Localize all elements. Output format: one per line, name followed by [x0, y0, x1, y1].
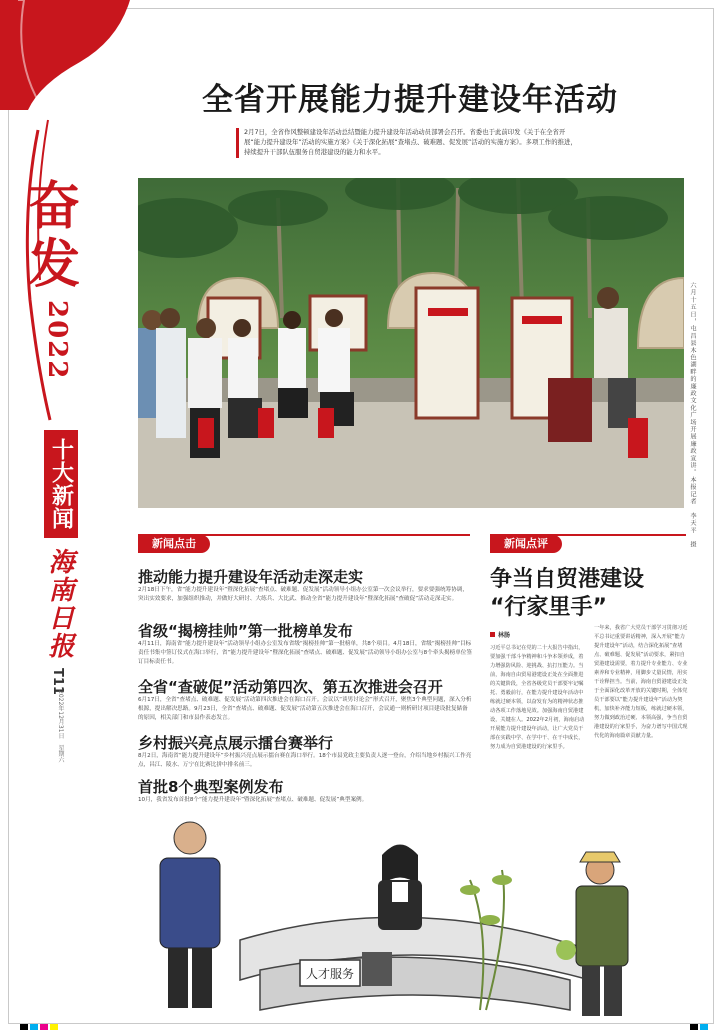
color-mark-cyan-2	[700, 1024, 708, 1030]
color-mark-cyan	[30, 1024, 38, 1030]
author-marker-icon	[490, 632, 495, 637]
page-number: T11	[50, 668, 65, 695]
color-mark-yellow	[50, 1024, 58, 1030]
service-counter-illustration	[130, 810, 690, 1020]
news-photo	[138, 178, 684, 508]
news-body-2: 4月11日，海南省“能力提升建设年”活动领导小组办公室发布省级“揭榜挂帅”第一批榜单，共8个项目。4月18日，省级“揭榜挂帅”目标责任书集中签订仪式在海口举行，省“能力提升建设年”暨深化拓展“查堵点、破难题、促发展”活动领导小组办公室与8个牵头揭榜单位签订目标责任书。	[138, 641, 472, 665]
news-title-4: 乡村振兴亮点展示擂台赛举行	[138, 734, 334, 752]
color-mark-black-2	[690, 1024, 698, 1030]
fenfa-title: 奋发	[28, 176, 81, 295]
commentary-column-2: 一年来，我省广大党员干部学习贯彻习近平总书记重要讲话精神，深入开展“能力提升建设年”活动，结合深化拓展“查堵点、破难题、促发展”活动要求，紧扣自贸港建设需要，着力提升专业能力、专业素养和专业精神，用脚步丈量民情，用实干诠释担当。当前，海南自贸港建设正处于全面深化改革开放的关键时期，全体党员干部要以“能力提升建设年”活动为契机，加快补齐能力短板，练就过硬本领，努力做到政治过硬、本领高强，争当自贸港建设的行家里手，为奋力谱写中国式现代化的海南篇章贡献力量。	[594, 625, 688, 739]
news-title-5: 首批8个典型案例发布	[138, 778, 284, 796]
news-body-4: 8月2日，海南省“能力提升建设年”乡村振兴亮点展示擂台赛在海口举行。18个市县党政主要负责人逐一登台，介绍当地乡村振兴工作亮点，昌江、陵水、万宁在比赛比拼中排名前三。	[138, 753, 472, 768]
news-title-2: 省级“揭榜挂帅”第一批榜单发布	[138, 622, 353, 640]
news-body-1: 2月18日下午，省“能力提升建设年”暨深化拓展“查堵点、破难题、促发展”活动领导小组办公室第一次会议举行，要求要强统筹协调，突出实效要求，加强组织推动，并做好大研讨、大练兵、大比武、推动全省“能力提升建设年”暨深化拓展“查破促”活动走深走实。	[138, 587, 468, 602]
publish-date: 2022年12月31日 星期六	[57, 690, 64, 763]
commentary-title-line2: “行家里手”	[490, 595, 607, 620]
lead-accent-bar	[236, 128, 239, 158]
section-badge: 十大新闻	[44, 430, 78, 538]
photo-caption: 六月十五日，屯昌县木色湖畔的廉政文化广场开展廉政宣讲。本报记者 李天平 摄	[689, 282, 696, 549]
news-title-3: 全省“查破促”活动第四次、第五次推进会召开	[138, 678, 443, 696]
color-mark-magenta	[40, 1024, 48, 1030]
year-label: 2022	[42, 300, 72, 381]
counter-sign: 人才服务	[305, 967, 355, 981]
author-name: 林肠	[498, 632, 511, 639]
commentary-title-line1: 争当自贸港建设	[490, 567, 645, 592]
news-title-1: 推动能力提升建设年活动走深走实	[138, 568, 364, 586]
commentary-column-1: 习近平总书记在党的二十大报告中指出，要加强干部斗争精神和斗争本领养成，着力增强防风险、迎挑战、抗打压能力。当前，海南自由贸易港建设正处在全面推进的关键阶段，全省各级党员干部要牢记嘱托、勇毅前行，在能力提升建设年活动中练就过硬本领，以奋发有为的精神状态推动各项工作落地见效。加强海南自贸港建设，关键在人。2022年2月初，海南启动开展能力提升建设年活动，让广大党员干部在实践中学、在学中干、在干中成长，努力成为自贸港建设的行家里手。	[490, 645, 585, 750]
news-body-3: 6月17日，全省“查堵点、破难题、促发展”活动第四次推进会在海口召开。会议以“谈男讨论会”形式召开，聚焦3个典型问题，深入分析根源，提出解决思路。9月23日，全省“查堵点、破难题、促发展”活动第五次推进会在海口召开，会议通一则析研讨项目建设批复储备的原因，相关部门和市县作表态发言。	[138, 697, 472, 721]
commentary-tag: 新闻点评	[490, 535, 562, 553]
news-body-5: 10月，我省发布首批8个“能力提升建设年”暨深化拓展“查堵点、破难题、促发展”典型案例。	[138, 797, 368, 803]
commentary-author	[490, 630, 510, 639]
lead-paragraph: 2月7日，全省作风整顿建设年活动总结暨能力提升建设年活动动员部署会召开。省委也于此前印发《关于在全省开展“能力提升建设年”活动的实施方案》《关于深化拓展“查堵点、破难题、促发展”活动的实施方案》。多项工作的推进，持续提升干部队伍服务自贸港建设的能力和水平。	[244, 128, 577, 156]
newspaper-logo: 海南日报	[44, 548, 74, 660]
news-click-tag: 新闻点击	[138, 535, 210, 553]
page-headline: 全省开展能力提升建设年活动	[202, 82, 618, 118]
color-mark-black	[20, 1024, 28, 1030]
